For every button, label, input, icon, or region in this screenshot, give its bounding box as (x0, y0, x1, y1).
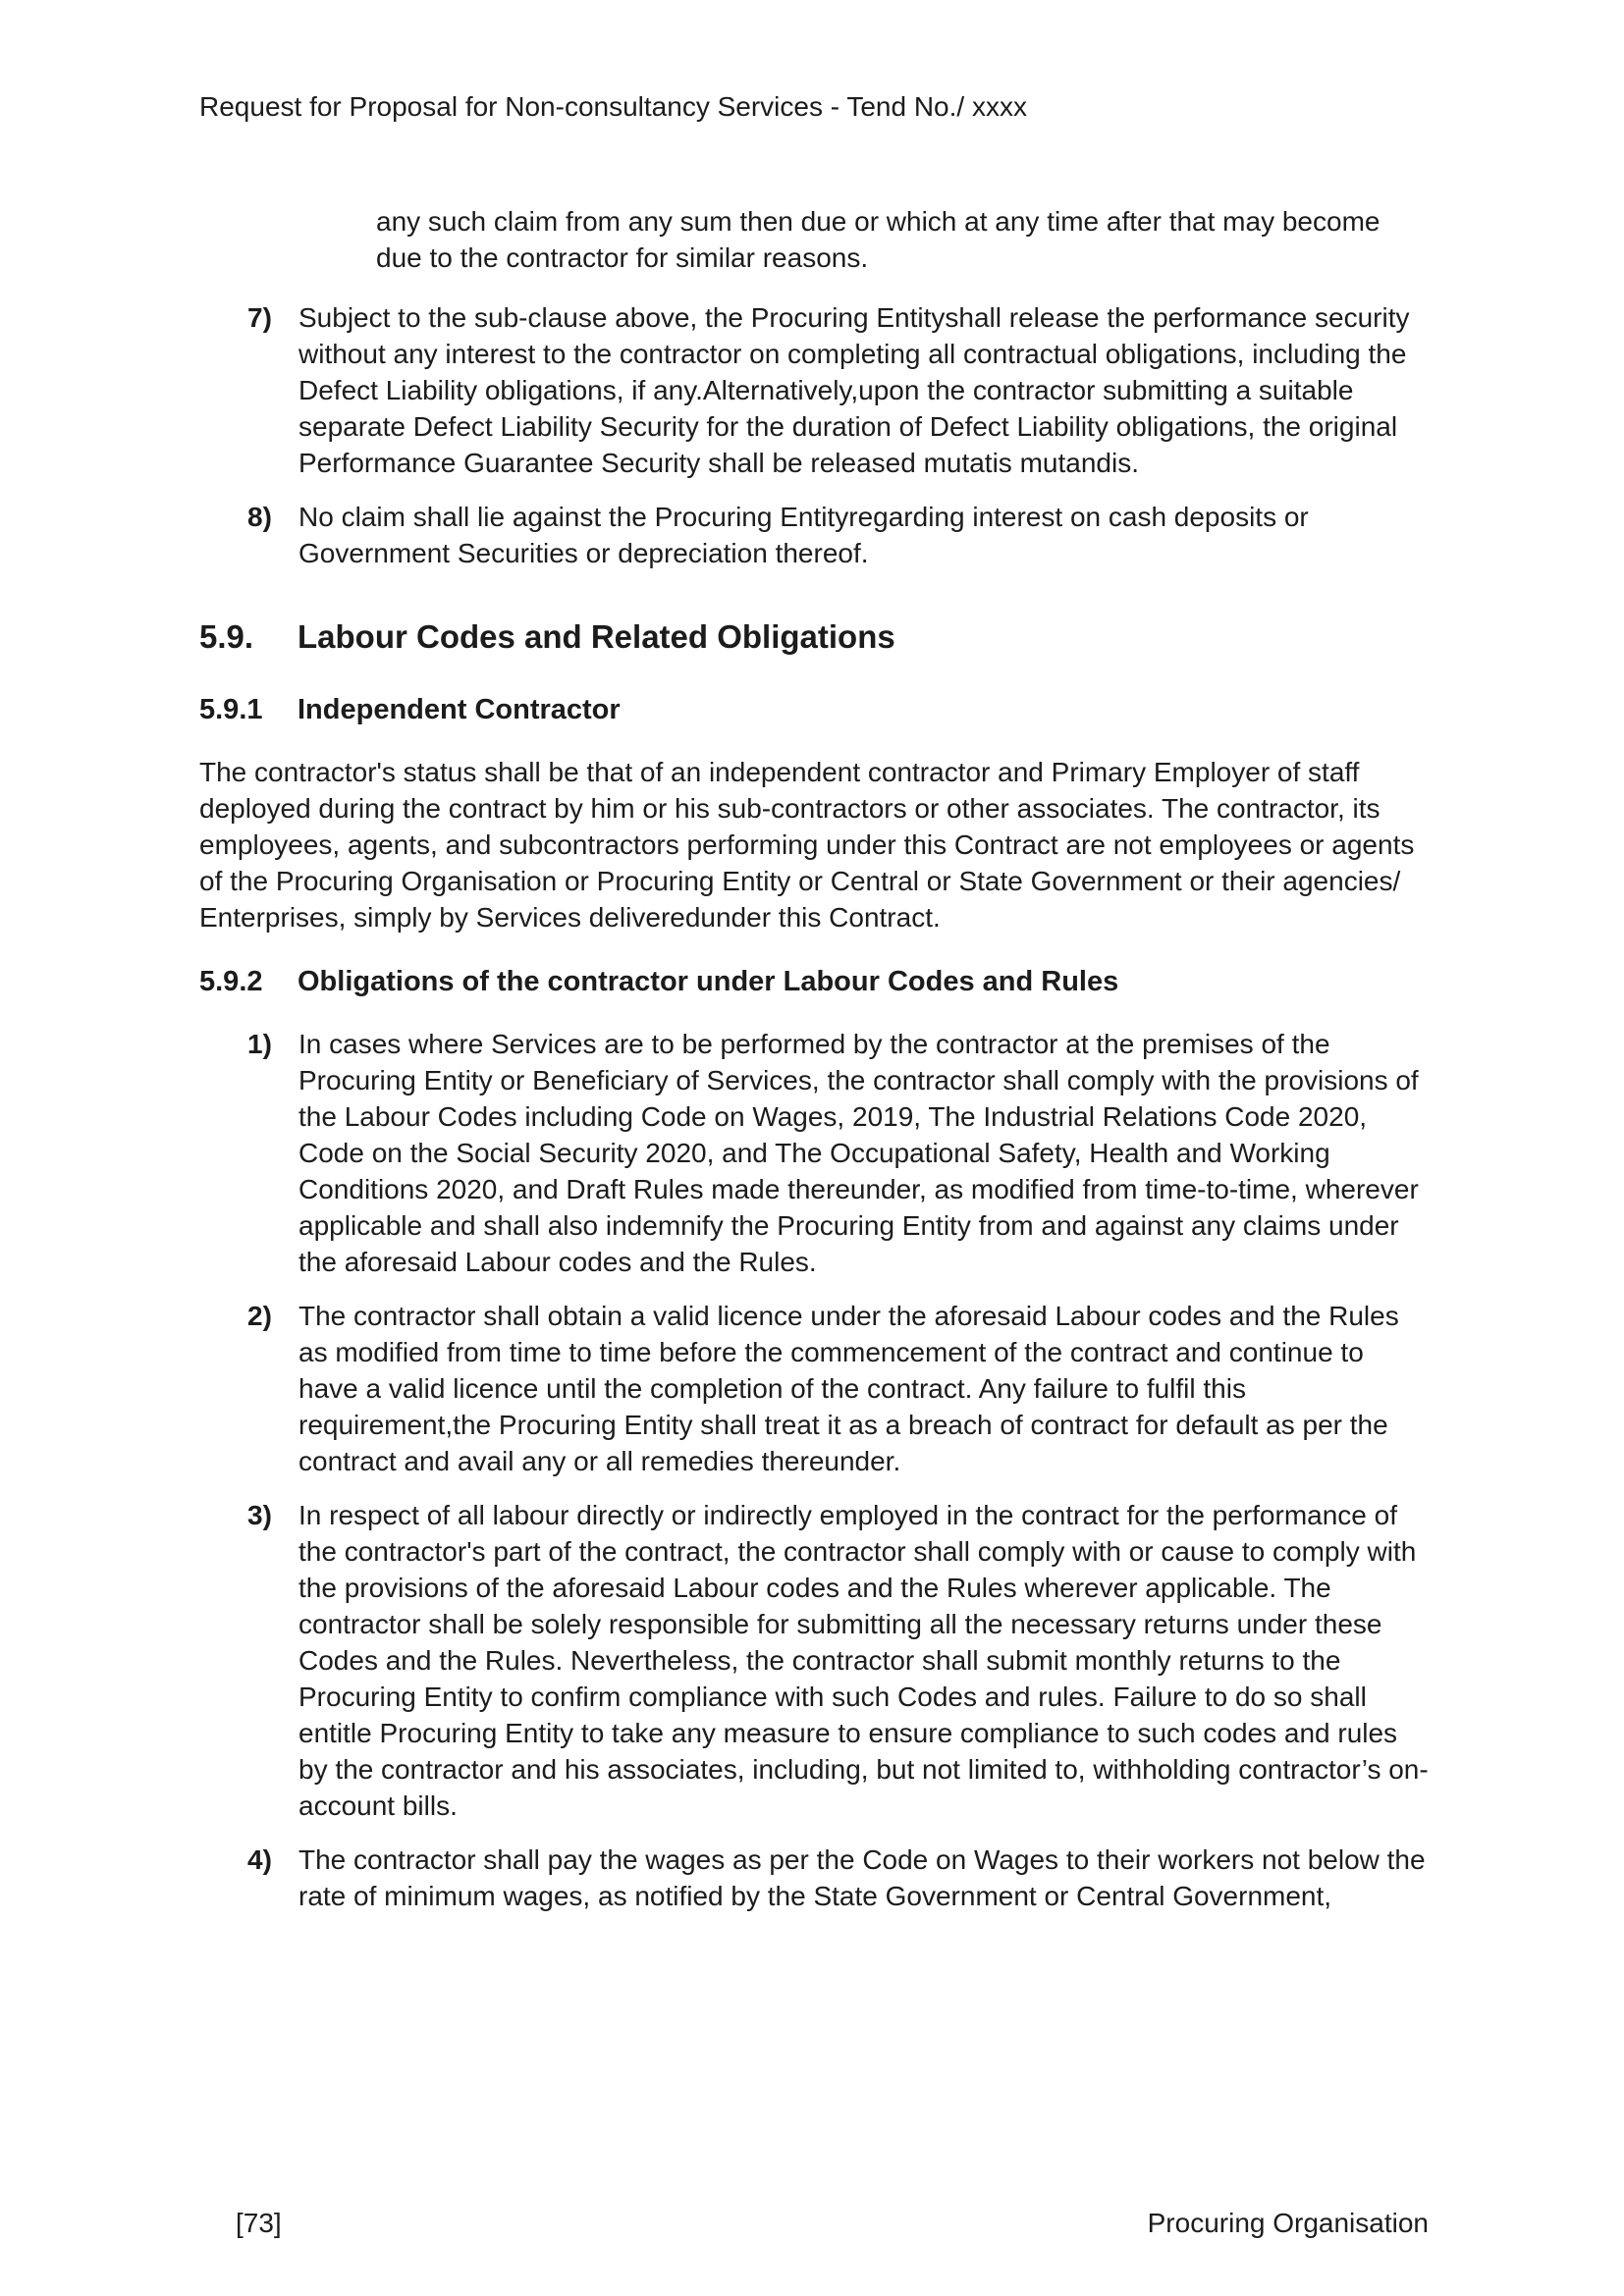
list-item-text: In respect of all labour directly or indirectly employed in the contract for the performance of the contractor's part of the contract, the contractor shall comply with or cause to comply with the provisions of the aforesaid Labour codes and the Rules wherever applicable. The contractor shall be solely responsible for submitting all the necessary returns under these Codes and the Rules. Nevertheless, the contractor shall submit monthly returns to the Procuring Entity to confirm compliance with such Codes and rules. Failure to do so shall entitle Procuring Entity to take any measure to ensure compliance to such codes and rules by the contractor and his associates, including, but not limited to, withholding contractor’s on-account bills. (298, 1500, 1429, 1821)
list-item-3 (247, 1497, 1429, 1824)
list-item-text: The contractor shall pay the wages as per the Code on Wages to their workers not below the rate of minimum wages, as notified by the State Government or Central Government, (298, 1844, 1426, 1911)
subsection-title: Obligations of the contractor under Labour Codes and Rules (298, 966, 1119, 997)
page-footer (0, 2205, 1624, 2241)
page-number: [73] (236, 2208, 282, 2238)
subsection-heading-5-9-1 (199, 691, 1429, 728)
list-item-text: In cases where Services are to be performed by the contractor at the premises of the Procuring Entity or Beneficiary of Services, the contractor shall comply with the provisions of the Labour Codes including Code on Wages, 2019, The Industrial Relations Code 2020, Code on the Social Security 2020, and The Occupational Safety, Health and Working Conditions 2020, and Draft Rules made thereunder, as modified from time-to-time, wherever applicable and shall also indemnify the Procuring Entity from and against any claims under the aforesaid Labour codes and the Rules. (298, 1029, 1419, 1277)
page-body (199, 88, 1429, 1932)
list-number: 2) (247, 1301, 272, 1331)
list-number: 3) (247, 1500, 272, 1530)
section-title: Labour Codes and Related Obligations (298, 618, 895, 655)
list-number: 4) (247, 1844, 272, 1875)
list-item-text: Subject to the sub-clause above, the Procuring Entityshall release the performance security without any interest to the contractor on completing all contractual obligations, including the Defect Liability obligations, if any.Alternatively,upon the contractor submitting a suitable separate Defect Liability Security for the duration of Defect Liability obligations, the original Performance Guarantee Security shall be released mutatis mutandis. (298, 302, 1410, 478)
list-number: 8) (247, 502, 272, 532)
subsection-title: Independent Contractor (298, 694, 621, 725)
list-item-2 (247, 1298, 1429, 1479)
subsection-number: 5.9.1 (199, 694, 263, 725)
section-heading-5-9 (199, 616, 1429, 658)
list-number: 7) (247, 302, 272, 333)
running-header: Request for Proposal for Non-consultancy Services - Tend No./ xxxx (199, 91, 1027, 122)
paragraph-independent-contractor: The contractor's status shall be that of an independent contractor and Primary Employer of staff deployed during the contract by him or his sub-contractors or other associates. The contractor, its employees, agents, and subcontractors performing under this Contract are not employees or agents of the Procuring Organisation or Procuring Entity or Central or State Government or their agencies/ Enterprises, simply by Services deliveredunder this Contract. (199, 757, 1415, 933)
list-number: 1) (247, 1029, 272, 1059)
subsection-heading-5-9-2 (199, 963, 1429, 1000)
list-item-1 (247, 1026, 1429, 1280)
continuation-paragraph: any such claim from any sum then due or which at any time after that may become due to the contractor for similar reasons. (376, 206, 1380, 273)
list-item-text: The contractor shall obtain a valid licence under the aforesaid Labour codes and the Rules as modified from time to time before the commencement of the contract and continue to have a valid licence until the completion of the contract. Any failure to fulfil this requirement,the Procuring Entity shall treat it as a breach of contract for default as per the contract and avail any or all remedies thereunder. (298, 1301, 1399, 1476)
list-item-4 (247, 1842, 1429, 1914)
list-item-8 (247, 499, 1429, 571)
footer-organisation: Procuring Organisation (1147, 2208, 1429, 2238)
list-item-text: No claim shall lie against the Procuring Entityregarding interest on cash deposits or Government Securities or depreciation thereof. (298, 502, 1309, 568)
subsection-number: 5.9.2 (199, 966, 263, 997)
list-item-7 (247, 299, 1429, 481)
section-number: 5.9. (199, 618, 254, 655)
